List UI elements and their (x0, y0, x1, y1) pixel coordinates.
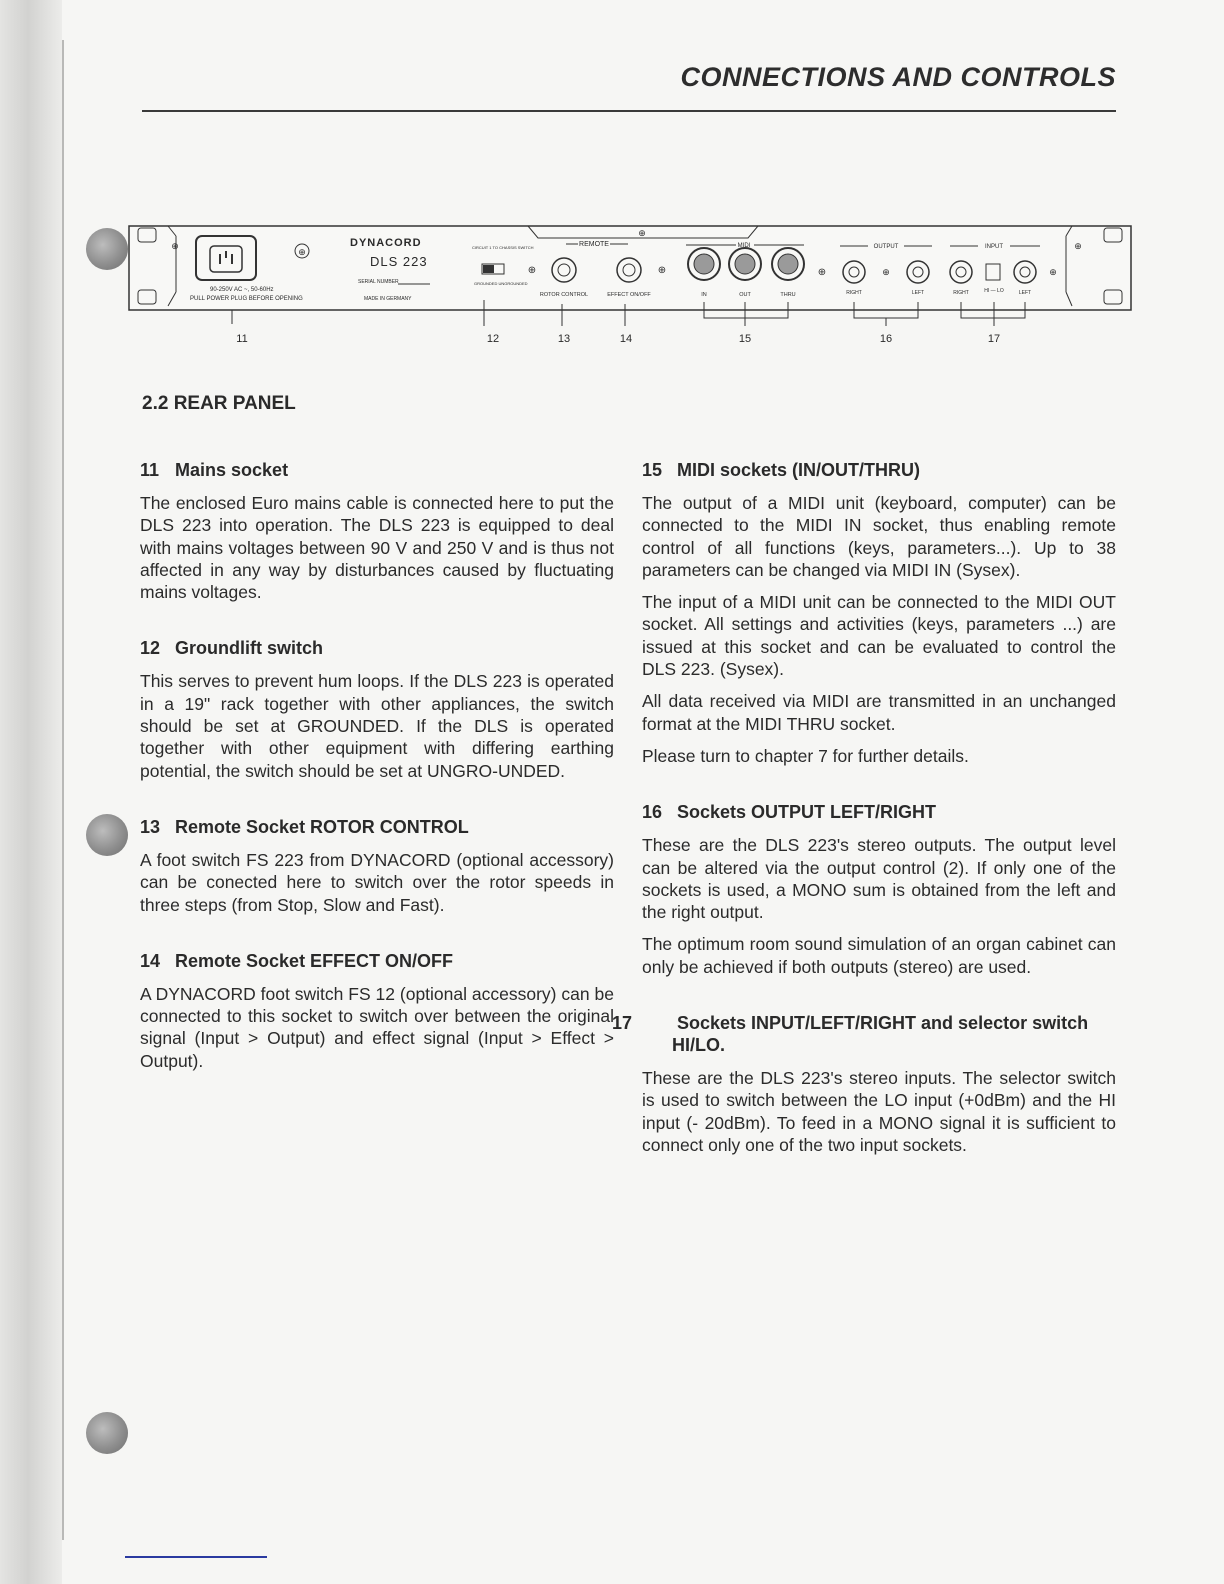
item-number: 12 (140, 638, 161, 659)
item-title: MIDI sockets (IN/OUT/THRU) (677, 460, 921, 480)
item-title: Groundlift switch (175, 638, 324, 659)
callout-13: 13 (557, 333, 571, 345)
item-paragraph: All data received via MIDI are transmitted in an unchanged format at the MIDI THRU socket. (642, 691, 1116, 734)
item-title: Sockets OUTPUT LEFT/RIGHT (677, 802, 937, 823)
callout-15: 15 (738, 333, 752, 345)
item-number: 13 (140, 816, 161, 837)
model-label: DLS 223 (370, 254, 428, 269)
right-column (612, 459, 1116, 1178)
midi-thru-label: THRU (780, 292, 796, 298)
left-column (140, 459, 614, 1094)
item-paragraph: The optimum room sound simulation of an organ cabinet can only be achieved if both outputs (stereo) are used. (642, 934, 1116, 977)
screw-icon: ⊕ (882, 267, 890, 277)
rotor-control-label: ROTOR CONTROL (539, 292, 589, 298)
punch-hole-middle (86, 814, 128, 856)
item-title: Sockets INPUT/LEFT/RIGHT and selector switch HI/LO. (672, 1013, 1089, 1056)
item-paragraph: These are the DLS 223's stereo outputs. The output level can be altered via the output control (2). If only one of the sockets is used, a MONO sum is obtained from the left and the right output. (642, 835, 1116, 923)
output-right-label: RIGHT (846, 290, 862, 296)
item-paragraph: This serves to prevent hum loops. If the DLS 223 is operated in a 19" rack together with other appliances, the switch should be set at GROUNDED. If the DLS is operated together with other equipment with differing earthing potential, the switch should be set at UNGRO-UNDED. (140, 671, 614, 781)
item-title: Remote Socket ROTOR CONTROL (175, 816, 469, 837)
screw-icon: ⊕ (817, 267, 827, 278)
section-title: 2.2 REAR PANEL (142, 393, 296, 414)
binding-edge (0, 0, 62, 1584)
item-output-sockets (642, 801, 1116, 978)
item-paragraph: The input of a MIDI unit can be connected to the MIDI OUT socket. All settings and activities (keys, parameters ...) are issued at this socket and can be evaluated to control the DLS 223. (Sysex). (642, 592, 1116, 680)
midi-label: MIDI (737, 243, 751, 249)
screw-icon: ⊕ (171, 241, 179, 251)
item-title: Mains socket (175, 460, 289, 480)
item-mains-socket (140, 459, 614, 603)
output-label: OUTPUT (873, 244, 899, 250)
item-paragraph: Please turn to chapter 7 for further details. (642, 745, 969, 766)
item-number: 14 (140, 950, 161, 971)
item-effect-onoff (140, 950, 614, 1072)
remote-label: REMOTE (579, 241, 609, 248)
input-label: INPUT (985, 244, 1003, 250)
item-paragraph: A DYNACORD foot switch FS 12 (optional accessory) can be connected to this socket to switch over between the original signal (Input > Output) and effect signal (Input > Effect > Output). (140, 983, 614, 1071)
screw-icon: ⊕ (638, 228, 646, 238)
title-rule (142, 110, 1116, 112)
svg-text:⊕: ⊕ (298, 247, 306, 257)
callout-11: 11 (236, 333, 248, 345)
callout-14: 14 (619, 333, 633, 345)
callout-12: 12 (486, 333, 500, 345)
item-number: 17 (612, 1013, 633, 1034)
item-paragraph: These are the DLS 223's stereo inputs. The selector switch is used to switch between the LO input (+0dBm) and the HI input (- 20dBm). To feed in a MONO signal it is sufficient to connect only one of the two input sockets. (642, 1068, 1116, 1155)
item-title: Remote Socket EFFECT ON/OFF (175, 950, 454, 971)
item-number: 11 (140, 460, 160, 480)
screw-icon: ⊕ (1049, 267, 1057, 277)
item-number: 16 (642, 802, 663, 823)
brand-logo: DYNACORD (350, 237, 422, 249)
input-left-label: LEFT (1018, 290, 1032, 296)
binding-line (62, 40, 64, 1540)
midi-in-label: IN (701, 292, 707, 298)
item-midi-sockets (642, 459, 1116, 767)
screw-icon: ⊕ (1074, 241, 1082, 251)
punch-hole-top (86, 228, 128, 270)
input-right-label: RIGHT (953, 290, 969, 296)
item-paragraph: A foot switch FS 223 from DYNACORD (optional accessory) can be conected here to switch over the rotor speeds in three steps (from Stop, Slow and Fast). (140, 849, 614, 915)
groundlift-bottom-label: GROUNDED UNGROUNDED (474, 281, 528, 286)
callout-17: 17 (987, 333, 1001, 345)
groundlift-top-label: CIRCUIT 1 TO CHASSIS SWITCH (472, 245, 534, 250)
screw-icon: ⊕ (527, 265, 537, 276)
footer-rule (125, 1556, 267, 1558)
output-left-label: LEFT (911, 290, 925, 296)
callout-16: 16 (879, 333, 893, 345)
effect-onoff-label: EFFECT ON/OFF (607, 292, 651, 298)
mains-rating: 90-250V AC ~, 50-60Hz (210, 287, 274, 293)
item-number: 15 (642, 460, 663, 480)
screw-icon: ⊕ (657, 265, 667, 276)
serial-label: SERIAL NUMBER (358, 279, 399, 285)
item-rotor-control (140, 816, 614, 916)
item-paragraph: The enclosed Euro mains cable is connected here to put the DLS 223 into operation. The DLS 223 is equipped to deal with mains voltages between 90 V and 250 V and is thus not affected in any way by disturbances caused by fluctuating mains voltages. (140, 493, 614, 603)
midi-out-label: OUT (739, 292, 751, 298)
rear-panel-diagram (128, 218, 1132, 358)
item-paragraph: The output of a MIDI unit (keyboard, computer) can be connected to the MIDI IN socket, thus enabling remote control of all functions (keys, parameters...). Up to 38 parameters can be changed via MIDI IN (Sysex). (642, 493, 1116, 580)
punch-hole-bottom (86, 1412, 128, 1454)
item-groundlift-switch (140, 637, 614, 781)
made-in-label: MADE IN GERMANY (364, 296, 412, 302)
item-input-sockets (612, 1012, 1116, 1156)
mains-warning: PULL POWER PLUG BEFORE OPENING (190, 296, 303, 302)
input-hilo-label: HI — LO (984, 288, 1004, 294)
page-title: CONNECTIONS AND CONTROLS (680, 62, 1116, 92)
